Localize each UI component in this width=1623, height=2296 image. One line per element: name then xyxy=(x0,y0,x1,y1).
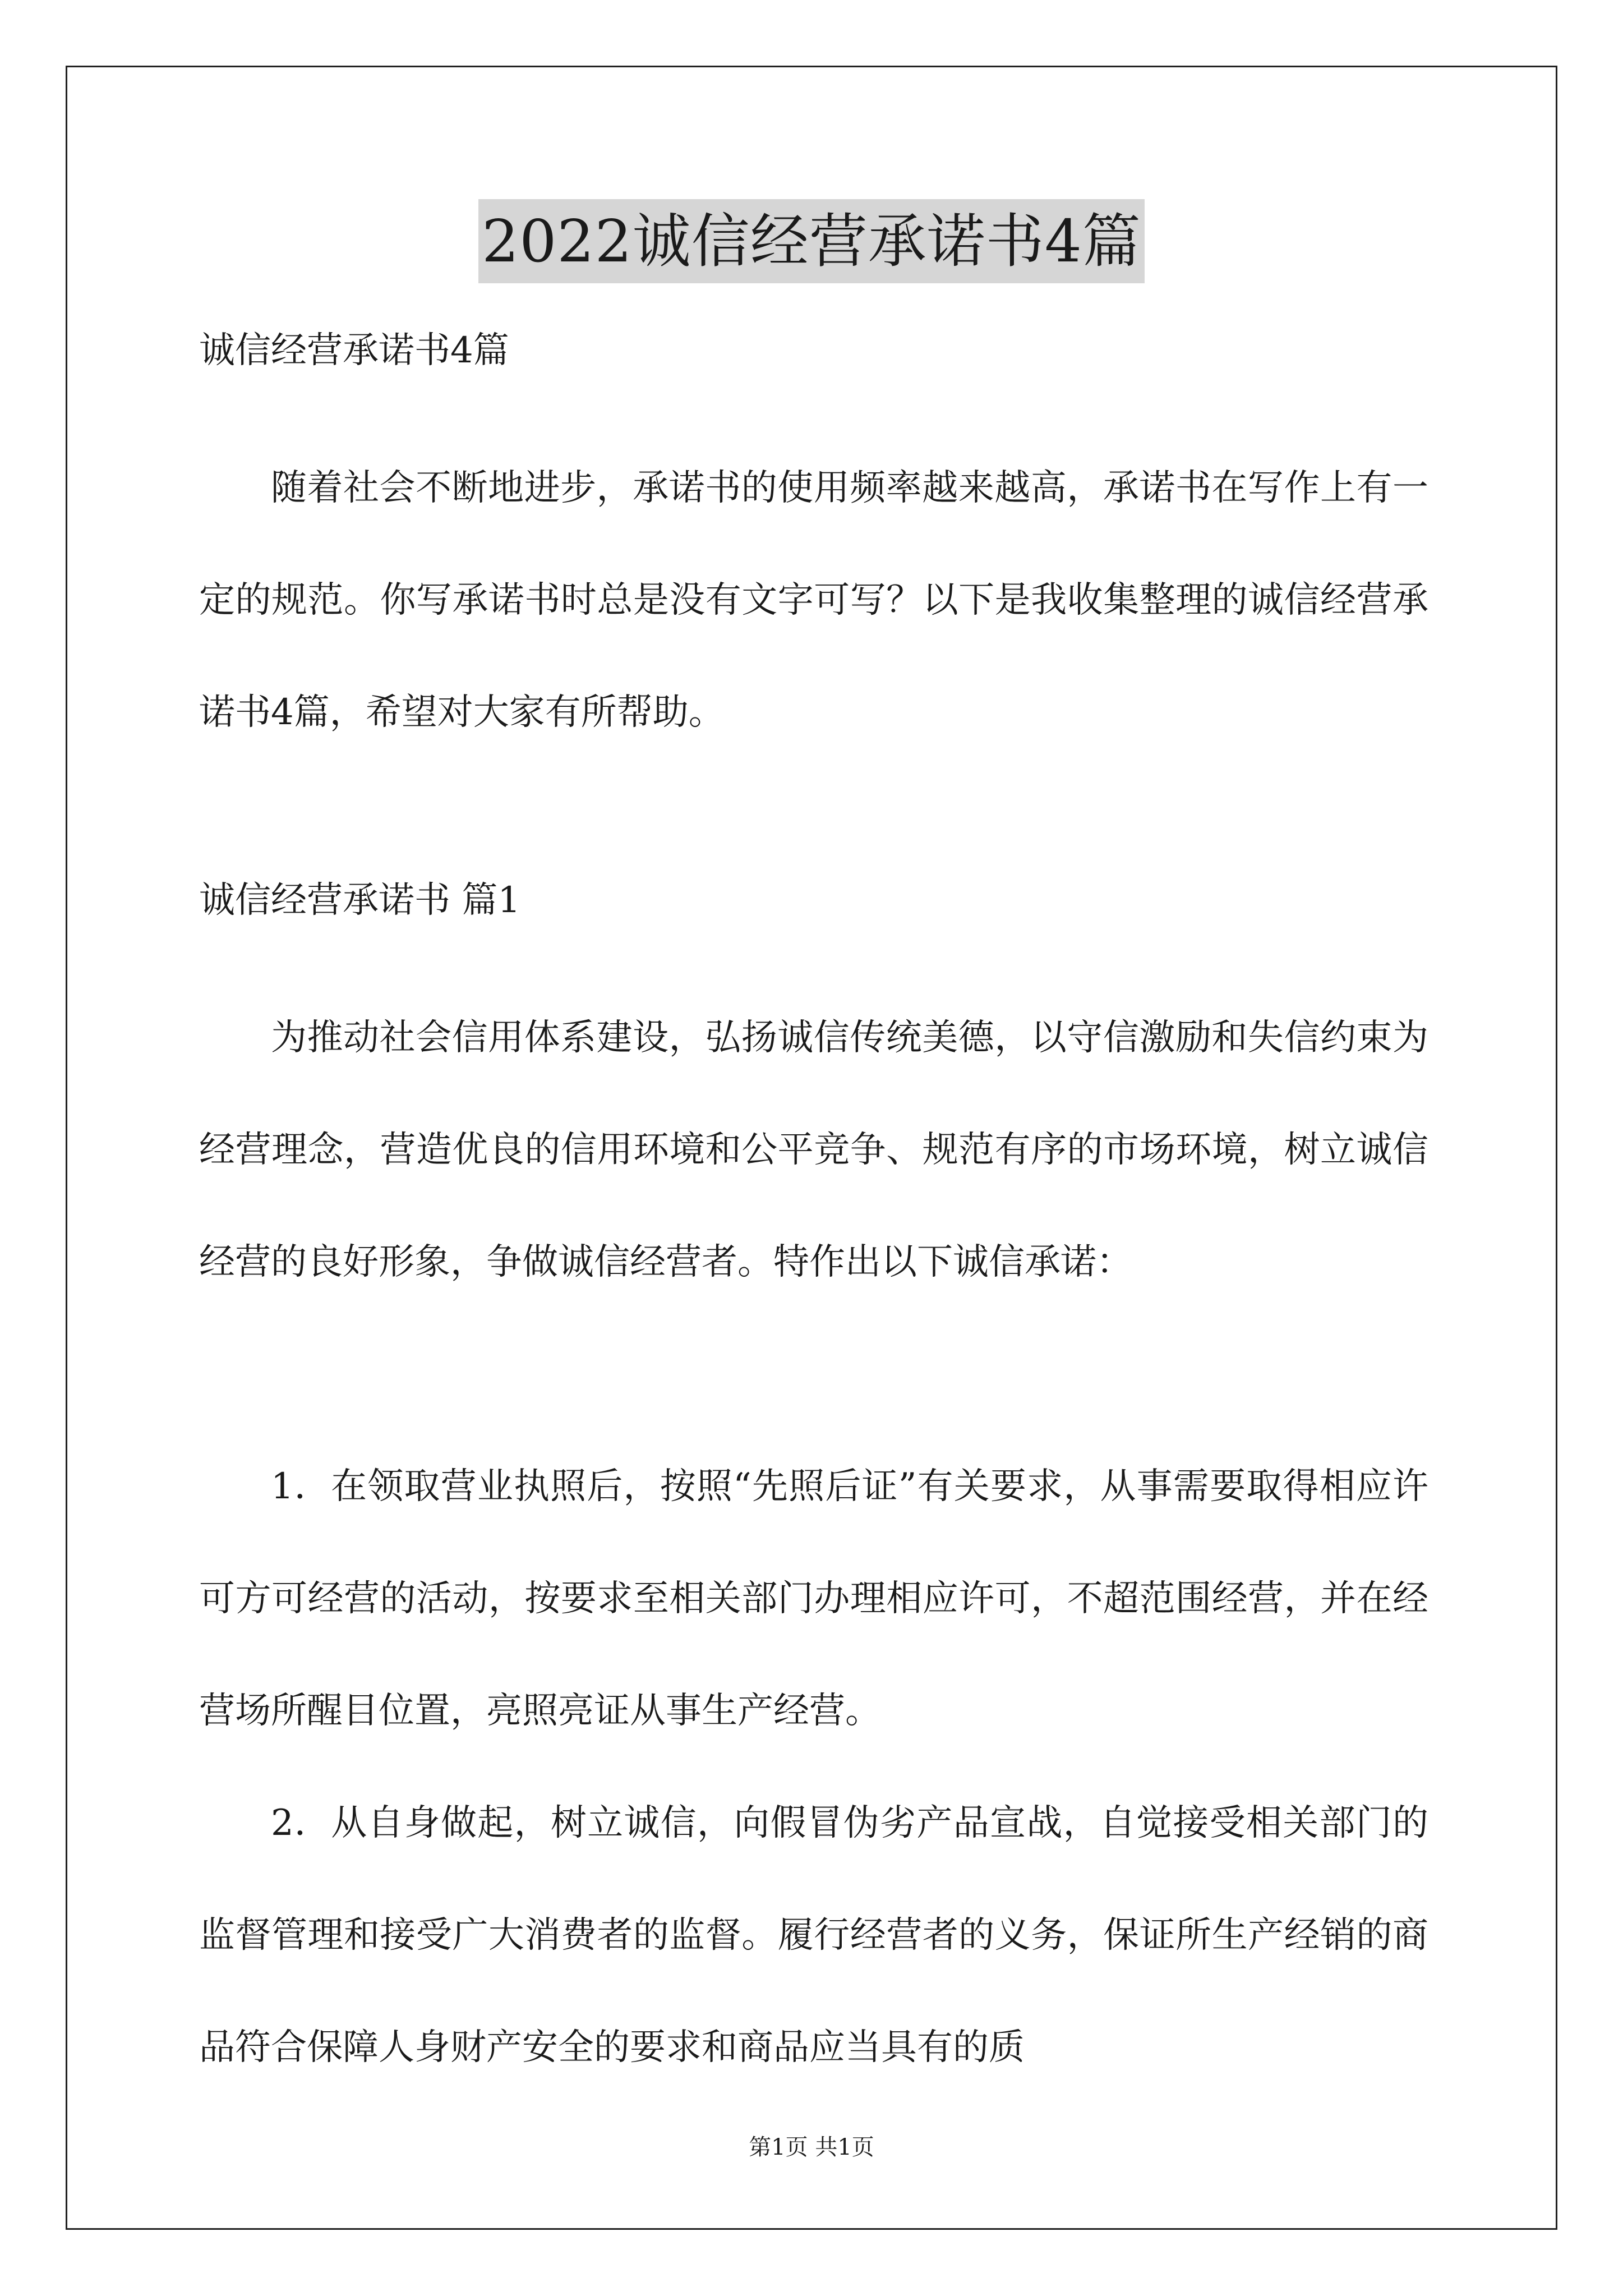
title-block xyxy=(0,199,1623,283)
body-paragraph-1: 为推动社会信用体系建设，弘扬诚信传统美德，以守信激励和失信约束为经营理念，营造优良的信用环境和公平竞争、规范有序的市场环境，树立诚信经营的良好形象，争做诚信经营者。特作出以下诚信承诺： xyxy=(199,1017,1428,1283)
body-paragraph-3: 2．从自身做起，树立诚信，向假冒伪劣产品宣战，自觉接受相关部门的监督管理和接受广大消费者的监督。履行经营者的义务，保证所生产经销的商品符合保障人身财产安全的要求和商品应当具有的质 xyxy=(199,1802,1428,2068)
page-footer: 第1页 共1页 xyxy=(749,2134,874,2160)
intro-paragraph: 随着社会不断地进步，承诺书的使用频率越来越高，承诺书在写作上有一定的规范。你写承诺书时总是没有文字可写？以下是我收集整理的诚信经营承诺书4篇，希望对大家有所帮助。 xyxy=(199,467,1428,733)
document-title: 2022诚信经营承诺书4篇 xyxy=(478,199,1145,283)
body-paragraph-2: 1．在领取营业执照后，按照“先照后证”有关要求，从事需要取得相应许可方可经营的活动，按要求至相关部门办理相应许可，不超范围经营，并在经营场所醒目位置，亮照亮证从事生产经营。 xyxy=(199,1466,1428,1732)
section-heading: 诚信经营承诺书 篇1 xyxy=(199,880,521,921)
document-subtitle: 诚信经营承诺书4篇 xyxy=(199,330,509,371)
